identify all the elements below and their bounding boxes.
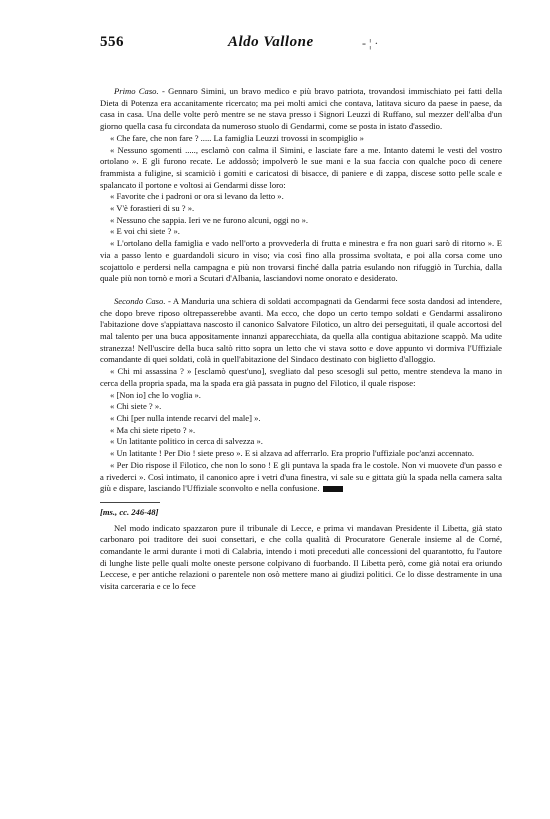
- paragraph-final: Nel modo indicato spazzaron pure il tribunale di Lecce, e prima vi mandavan Presidente il Libetta, già stato carbonaro poi traditore dei suoi consettari, e che colla qualità di Procuratore Generale insieme al de Corné, comandante le armi durante i moti di Calabria, intendo i moti preceduti alle concessioni del quarantotto, fu l'autore di lunghe liste pelle quali molte oneste persone colpivano di fuorbando. Il Libetta però, come già notai era oriundo Leccese, e per antiche relazioni o parentele non osò mettere mano ai giudizi politici. Ce lo disse destramente in una visita carceraria e ce lo fece: [100, 522, 502, 592]
- quote-8: « Chi mi assassina ? » [esclamò quest'uno], svegliato dal peso scesogli sul petto, mentre stendeva la mano in cerca della propria spada, ma la spada era già passata in pugno del Filotico, il quale rispose:: [100, 366, 502, 388]
- page-body: [100, 86, 502, 796]
- header-mark: - ¦ ·: [362, 36, 379, 50]
- quote-15-text: « Per Dio rispose il Filotico, che non lo sono ! E gli puntava la spada fra le costole. Non vi muovete d'un passo e a rivederci ». Così intimato, il canonico apre i vetri d'una finestra, vi sale su e gittata giù la spada nella camera salta giù e dispare, lasciando l'Uffiziale sconvolto e nella confusione.: [100, 459, 502, 494]
- quote-1: « Che fare, che non fare ? ..... La famiglia Leuzzi trovossi in scompiglio »: [110, 132, 364, 143]
- quote-4: « V'è forastieri di su ? ».: [110, 203, 195, 214]
- case-2-text: - A Manduria una schiera di soldati accompagnati da Gendarmi fece sosta dandosi ad intendere, che dopo breve riposo oltrepasserebbe avanti. Ma ecco, che dopo un certo tempo soldati e Gendarmi assalirono l'abitazione dove s'appiattava nascosto il canonico Salvatore Filotico, un altro dei perseguitati, il quale accortosi del mal talento per una buca appositamente innanzi apparecchiata, da quella alla contigua abitazione scappò. Ma udite stranezza! Nell'uscire della buca saltò ritto sopra un letto che vi stava sotto e dove appunto vi dormiva l'Uffiziale comandante di quei soldati, colà in quell'abitazione del Sindaco destinato con biglietto d'alloggio.: [100, 295, 502, 365]
- manuscript-reference: [ms., cc. 246-48]: [100, 506, 159, 517]
- quote-2: « Nessuno sgomenti ....., esclamò con calma il Simini, e lasciate fare a me. Intanto datemi le vesti del vostro ortolano ». E gli furono recate. Le addossò; impolverò le sue mani e la sua faccia con qualche poco di cenere frammista a fuligine, si scamiciò i gomiti e caricatosi di bisacce, di paniere e di zappa, discese sotto pelle scale e spalancato il portone e voltosi ai Gendarmi disse loro:: [100, 144, 502, 190]
- case-2-label: Secondo Caso.: [114, 295, 166, 306]
- quote-9: « [Non io] che lo voglia ».: [110, 389, 201, 400]
- quote-6: « E voi chi siete ? ».: [110, 226, 180, 237]
- quote-7: « L'ortolano della famiglia e vado nell'orto a provvederla di frutta e minestra e fra non guari sarò di ritorno ». E via a passo lento e guardandoli sicuro in viso; via così fino alla prossima svoltata, e poi alla corsa come uno scojattolo e perdersi nella campagna e più non trovarsi finché dalla patria esulando non rifuggiò in Turchia, dalla quale più non tornò e morì a Scutari d'Albania, lasciandovi nome onorato e desiderato.: [100, 238, 502, 284]
- quote-10: « Chi siete ? ».: [110, 401, 162, 412]
- reference-rule: [100, 502, 160, 503]
- paragraph-case-1: [100, 86, 502, 133]
- quote-14: « Un latitante ! Per Dio ! siete preso ». E si alzava ad afferrarlo. Era proprio l'uffiziale poc'anzi accennato.: [110, 448, 475, 459]
- quote-3: « Favorite che i padroni or ora si levano da letto ».: [110, 191, 284, 202]
- quote-11: « Chi [per nulla intende recarvi del male] ».: [110, 412, 261, 423]
- case-1-text: - Gennaro Simini, un bravo medico e più bravo patriota, trovandosi immischiato pei fatti della Dieta di Potenza era accanitamente ricercato; ma pei molti amici che contava, latitava sicuro da paese in paese, da casa in casa. Una delle volte però mentre se ne stava presso i Signori Leuzzi di Ruffano, sul mezzer dell'alba d'un giorno quella casa fu circondata da numeroso stuolo di Gendarmi, come se posta in istato d'assedio.: [100, 86, 503, 132]
- case-1-label: Primo Caso.: [114, 86, 159, 96]
- paragraph-case-2: [100, 296, 502, 366]
- running-head: Aldo Vallone: [228, 34, 314, 50]
- quote-5: « Nessuno che sappia. Ieri ve ne furono alcuni, oggi no ».: [110, 214, 309, 225]
- page-header: [100, 34, 500, 56]
- quote-12: « Ma chi siete ripeto ? ».: [110, 424, 196, 435]
- page-number: 556: [100, 34, 124, 50]
- quote-13: « Un latitante politico in cerca di salvezza ».: [110, 436, 263, 447]
- ink-smudge: [323, 486, 343, 492]
- quote-15: [100, 460, 502, 495]
- section-gap: [100, 285, 502, 296]
- section-gap-small: [100, 495, 502, 499]
